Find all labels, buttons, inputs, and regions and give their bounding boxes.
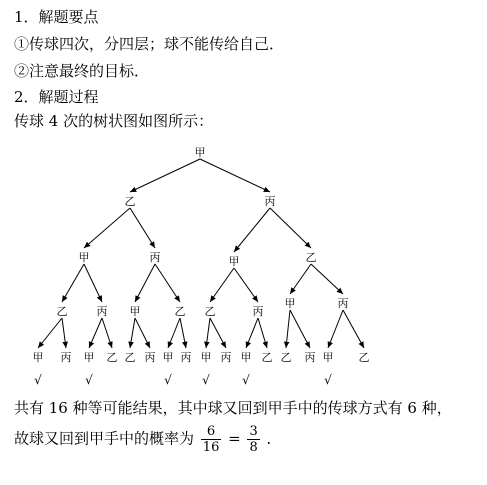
point-2: ②注意最终的目标． — [14, 62, 150, 80]
tree-edge — [62, 318, 66, 348]
tree-edge — [246, 318, 258, 348]
tree-node-level2: 乙 — [305, 251, 317, 264]
tree-edge — [84, 264, 102, 302]
tree-edge — [180, 318, 186, 348]
tree-node-level3: 乙 — [174, 305, 186, 318]
tree-node-level4: 甲 — [32, 351, 44, 364]
tree-node-level3: 乙 — [204, 305, 216, 318]
tree-node-level4: 甲 — [162, 351, 174, 364]
tree-edge — [135, 264, 155, 302]
tree-edge — [290, 264, 311, 294]
fraction-3-8 — [247, 424, 259, 455]
tree-edge — [210, 318, 226, 348]
section1-heading: 1．解题要点 — [14, 8, 99, 26]
fraction-numerator: 3 — [249, 424, 258, 439]
tree-node-level2: 丙 — [149, 251, 161, 264]
tree-edge — [311, 264, 343, 294]
tree-node-level2: 甲 — [78, 251, 90, 264]
tree-edge — [38, 318, 62, 348]
tree-node-level4: 甲 — [322, 351, 334, 364]
tree-node-level3: 甲 — [129, 305, 141, 318]
fraction-denominator: 16 — [202, 440, 220, 455]
tree-node-level4: 乙 — [358, 351, 370, 364]
tree-node-level4: 甲 — [240, 351, 252, 364]
check-mark: √ — [164, 373, 172, 387]
tree-edge — [206, 318, 210, 348]
tree-edge — [343, 310, 364, 348]
tree-edge — [89, 318, 102, 348]
tree-node-level2: 甲 — [228, 255, 240, 268]
tree-node-level1: 丙 — [264, 195, 276, 208]
check-mark: √ — [85, 373, 93, 387]
tree-edge — [62, 264, 84, 302]
tree-edge — [200, 159, 270, 192]
tree-node-level4: 丙 — [60, 351, 72, 364]
tree-node-root: 甲 — [194, 146, 206, 159]
check-mark: √ — [324, 373, 332, 387]
tree-node-level4: 甲 — [200, 351, 212, 364]
tree-node-level3: 丙 — [337, 297, 349, 310]
tree-node-level4: 乙 — [124, 351, 136, 364]
tree-edge — [258, 318, 267, 348]
tree-edge — [135, 318, 150, 348]
equals-sign: = — [228, 429, 241, 448]
fraction-numerator: 6 — [201, 424, 222, 440]
conclusion-line-1: 共有 16 种等可能结果，其中球又回到甲手中的传球方式有 6 种， — [14, 399, 452, 417]
tree-edge — [84, 208, 130, 248]
fraction-denominator: 8 — [249, 440, 258, 455]
tree-node-level3: 丙 — [252, 305, 264, 318]
tree-edge — [234, 268, 258, 302]
tree-edge — [286, 310, 290, 348]
tree-node-level3: 乙 — [56, 305, 68, 318]
tree-edge — [102, 318, 112, 348]
tree-node-level4: 乙 — [106, 351, 118, 364]
tree-node-level4: 丙 — [180, 351, 192, 364]
tree-node-level4: 乙 — [261, 351, 273, 364]
tree-diagram — [0, 135, 487, 390]
end-mark: ． — [266, 429, 282, 448]
tree-node-level4: 乙 — [280, 351, 292, 364]
check-mark: √ — [34, 373, 42, 387]
tree-node-level3: 丙 — [96, 305, 108, 318]
point-1: ①传球四次，分四层；球不能传给自己． — [14, 35, 285, 53]
check-mark: √ — [202, 373, 210, 387]
tree-node-level4: 丙 — [220, 351, 232, 364]
tree-edge — [130, 159, 200, 192]
fraction-6-16 — [201, 424, 222, 455]
tree-edge — [210, 268, 234, 302]
tree-edge — [328, 310, 343, 348]
tree-node-level4: 甲 — [83, 351, 95, 364]
tree-node-level3: 甲 — [284, 297, 296, 310]
tree-edge — [168, 318, 180, 348]
tree-node-level1: 乙 — [124, 195, 136, 208]
tree-edge — [130, 208, 155, 248]
tree-edge — [290, 310, 310, 348]
tree-edge — [234, 208, 270, 252]
tree-intro: 传球 4 次的树状图如图所示： — [14, 112, 214, 130]
tree-edge — [155, 264, 180, 302]
tree-node-level4: 丙 — [144, 351, 156, 364]
section2-heading: 2．解题过程 — [14, 88, 99, 106]
tree-edge — [270, 208, 311, 248]
tree-node-level4: 丙 — [304, 351, 316, 364]
conclusion-prefix: 故球又回到甲手中的概率为 — [14, 429, 195, 448]
check-mark: √ — [242, 373, 250, 387]
conclusion-line-2 — [14, 424, 282, 455]
tree-edge — [130, 318, 135, 348]
